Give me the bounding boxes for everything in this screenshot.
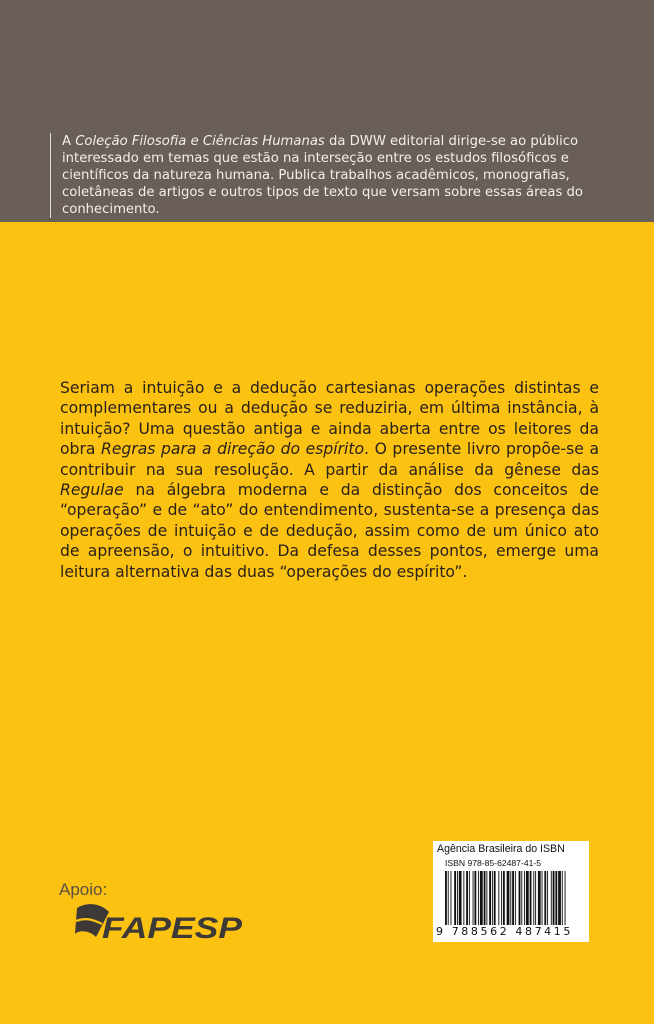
support-label: Apoio: — [59, 880, 108, 899]
collection-body: da DWW editorial dirige-se ao público interessado em temas que estão na interseção entre os estudos filosóficos e científicos da natureza humana. Publica trabalhos acadêmicos, monografias, coletâneas de artigos e outros tipos de texto que versam sobre essas áreas do conhecimento. — [62, 134, 583, 217]
isbn-barcode-block — [433, 841, 589, 942]
isbn-agency: Agência Brasileira do ISBN — [437, 843, 565, 855]
latin-title: Regulae — [60, 481, 124, 500]
barcode-digits: 9 788562 487415 — [436, 925, 587, 939]
fapesp-logo — [74, 900, 244, 946]
collection-description — [50, 133, 622, 218]
collection-prefix: A — [62, 134, 76, 149]
book-synopsis — [60, 378, 599, 582]
synopsis-part2: . O presente livro propõe-se a contribuir na sua resolução. A partir da análise da gênese das — [60, 440, 600, 479]
synopsis-part3: na álgebra moderna e da distinção dos conceitos de “operação” e de “ato” do entendimento, sustenta-se a presença das operações de intuição e de dedução, assim como de um único ato de apreensão, o intuitivo. Da defesa desses pontos, emerge uma leitura alternativa das duas “operações do espírito”. — [60, 481, 599, 581]
isbn-number: ISBN 978-85-62487-41-5 — [445, 858, 542, 868]
work-title: Regras para a direção do espírito — [101, 440, 365, 459]
collection-name: Coleção Filosofia e Ciências Humanas — [75, 134, 325, 149]
synopsis-part1: Seriam a intuição e a dedução cartesianas operações distintas e complementares ou a dedução se reduziria, em última instância, à intuição? Uma questão antiga e ainda aberta entre os leitores da obra — [60, 379, 599, 459]
fapesp-logo-text: FAPESP — [102, 912, 244, 945]
